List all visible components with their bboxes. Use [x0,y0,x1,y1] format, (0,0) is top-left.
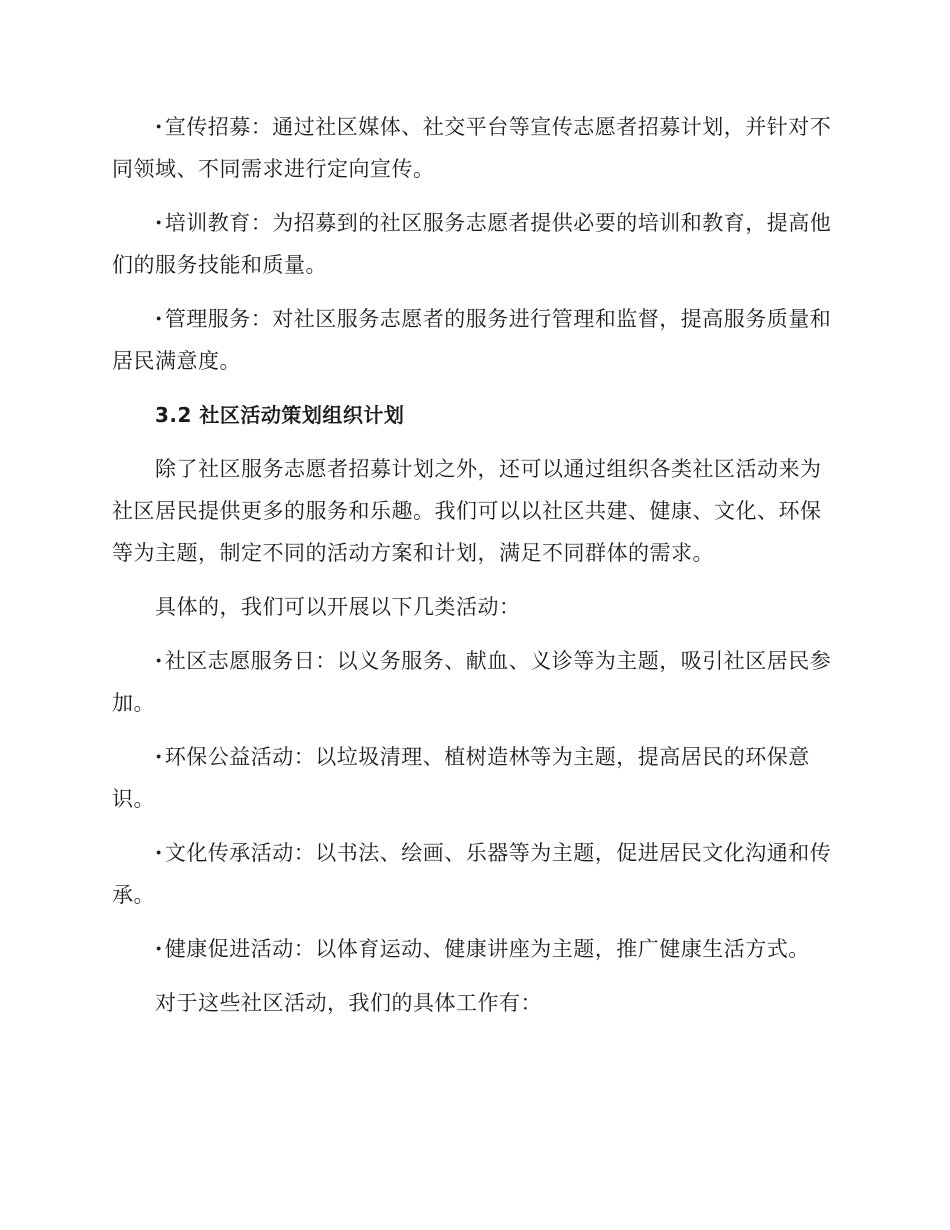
paragraph-text: 管理服务：对社区服务志愿者的服务进行管理和监督，提高服务质量和居民满意度。 [112,307,832,373]
bullet-paragraph-volunteer-day [112,640,832,724]
paragraph-text: 环保公益活动：以垃圾清理、植树造林等为主题，提高居民的环保意识。 [112,745,810,811]
paragraph-text: 社区志愿服务日：以义务服务、献血、义诊等为主题，吸引社区居民参加。 [112,649,832,715]
bullet-paragraph-health [112,928,832,970]
bullet-marker: · [155,114,163,139]
bullet-paragraph-publicity-recruitment [112,106,832,190]
section-heading: 3.2 社区活动策划组织计划 [155,403,405,427]
bullet-marker: · [155,936,163,961]
paragraph-text: 宣传招募：通过社区媒体、社交平台等宣传志愿者招募计划，并针对不同领域、不同需求进行定向宣传。 [112,115,832,181]
bullet-paragraph-cultural [112,832,832,916]
bullet-paragraph-environmental [112,736,832,820]
bullet-paragraph-training-education [112,202,832,286]
paragraph-text: 文化传承活动：以书法、绘画、乐器等为主题，促进居民文化沟通和传承。 [112,841,832,907]
body-paragraph-intro: 除了社区服务志愿者招募计划之外，还可以通过组织各类社区活动来为社区居民提供更多的服务和乐趣。我们可以以社区共建、健康、文化、环保等为主题，制定不同的活动方案和计划，满足不同群体的需求。 [112,457,822,565]
bullet-paragraph-management-service [112,298,832,382]
body-paragraph-activities-lead: 具体的，我们可以开展以下几类活动： [155,595,521,619]
bullet-marker: · [155,306,163,331]
bullet-marker: · [155,744,163,769]
bullet-marker: · [155,648,163,673]
paragraph-text: 健康促进活动：以体育运动、健康讲座为主题，推广健康生活方式。 [164,937,810,961]
bullet-marker: · [155,210,163,235]
body-paragraph-work-lead: 对于这些社区活动，我们的具体工作有： [155,991,542,1015]
document-body [112,106,832,1036]
bullet-marker: · [155,840,163,865]
paragraph-text: 培训教育：为招募到的社区服务志愿者提供必要的培训和教育，提高他们的服务技能和质量。 [112,211,832,277]
